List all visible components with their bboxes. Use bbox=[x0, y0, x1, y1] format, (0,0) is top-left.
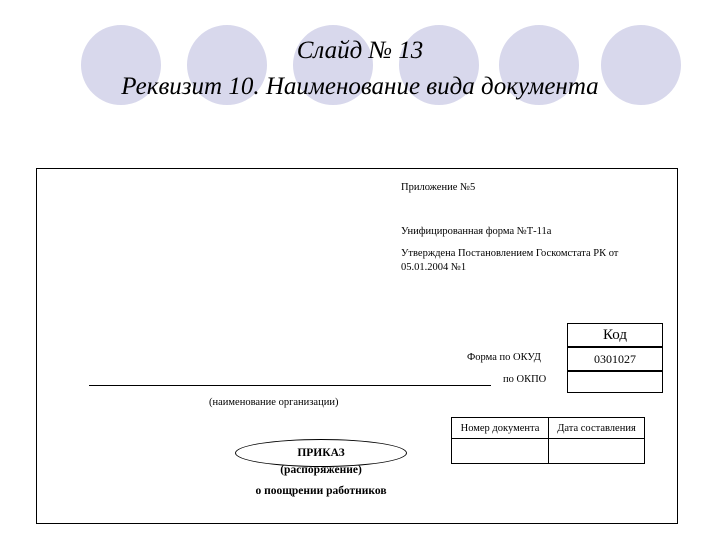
doc-date-header-cell: Дата составления bbox=[548, 417, 645, 439]
code-header-cell: Код bbox=[567, 323, 663, 347]
okpo-label: по ОКПО bbox=[503, 374, 547, 385]
slide-title-line-1: Слайд № 13 bbox=[296, 37, 424, 64]
document-form bbox=[36, 168, 678, 524]
order-title: ПРИКАЗ bbox=[297, 447, 345, 459]
organization-name-line bbox=[89, 385, 491, 386]
order-subject: о поощрении работников bbox=[255, 485, 387, 497]
okpo-value-cell bbox=[567, 371, 663, 393]
organization-caption: (наименование организации) bbox=[209, 397, 339, 408]
okud-value-cell: 0301027 bbox=[567, 347, 663, 371]
doc-date-value-cell bbox=[548, 438, 645, 464]
unified-form-label: Унифицированная форма №Т-11а bbox=[401, 226, 552, 237]
slide-title-line-2: Реквизит 10. Наименование вида документа bbox=[121, 73, 599, 100]
approved-line-2: 05.01.2004 №1 bbox=[401, 262, 467, 273]
order-subtitle: (распоряжение) bbox=[280, 464, 362, 476]
okud-label: Форма по ОКУД bbox=[467, 352, 541, 363]
doc-number-header-cell: Номер документа bbox=[451, 417, 549, 439]
doc-number-value-cell bbox=[451, 438, 549, 464]
appendix-label: Приложение №5 bbox=[401, 182, 476, 193]
approved-line-1: Утверждена Постановлением Госкомстата РК от bbox=[401, 248, 619, 259]
